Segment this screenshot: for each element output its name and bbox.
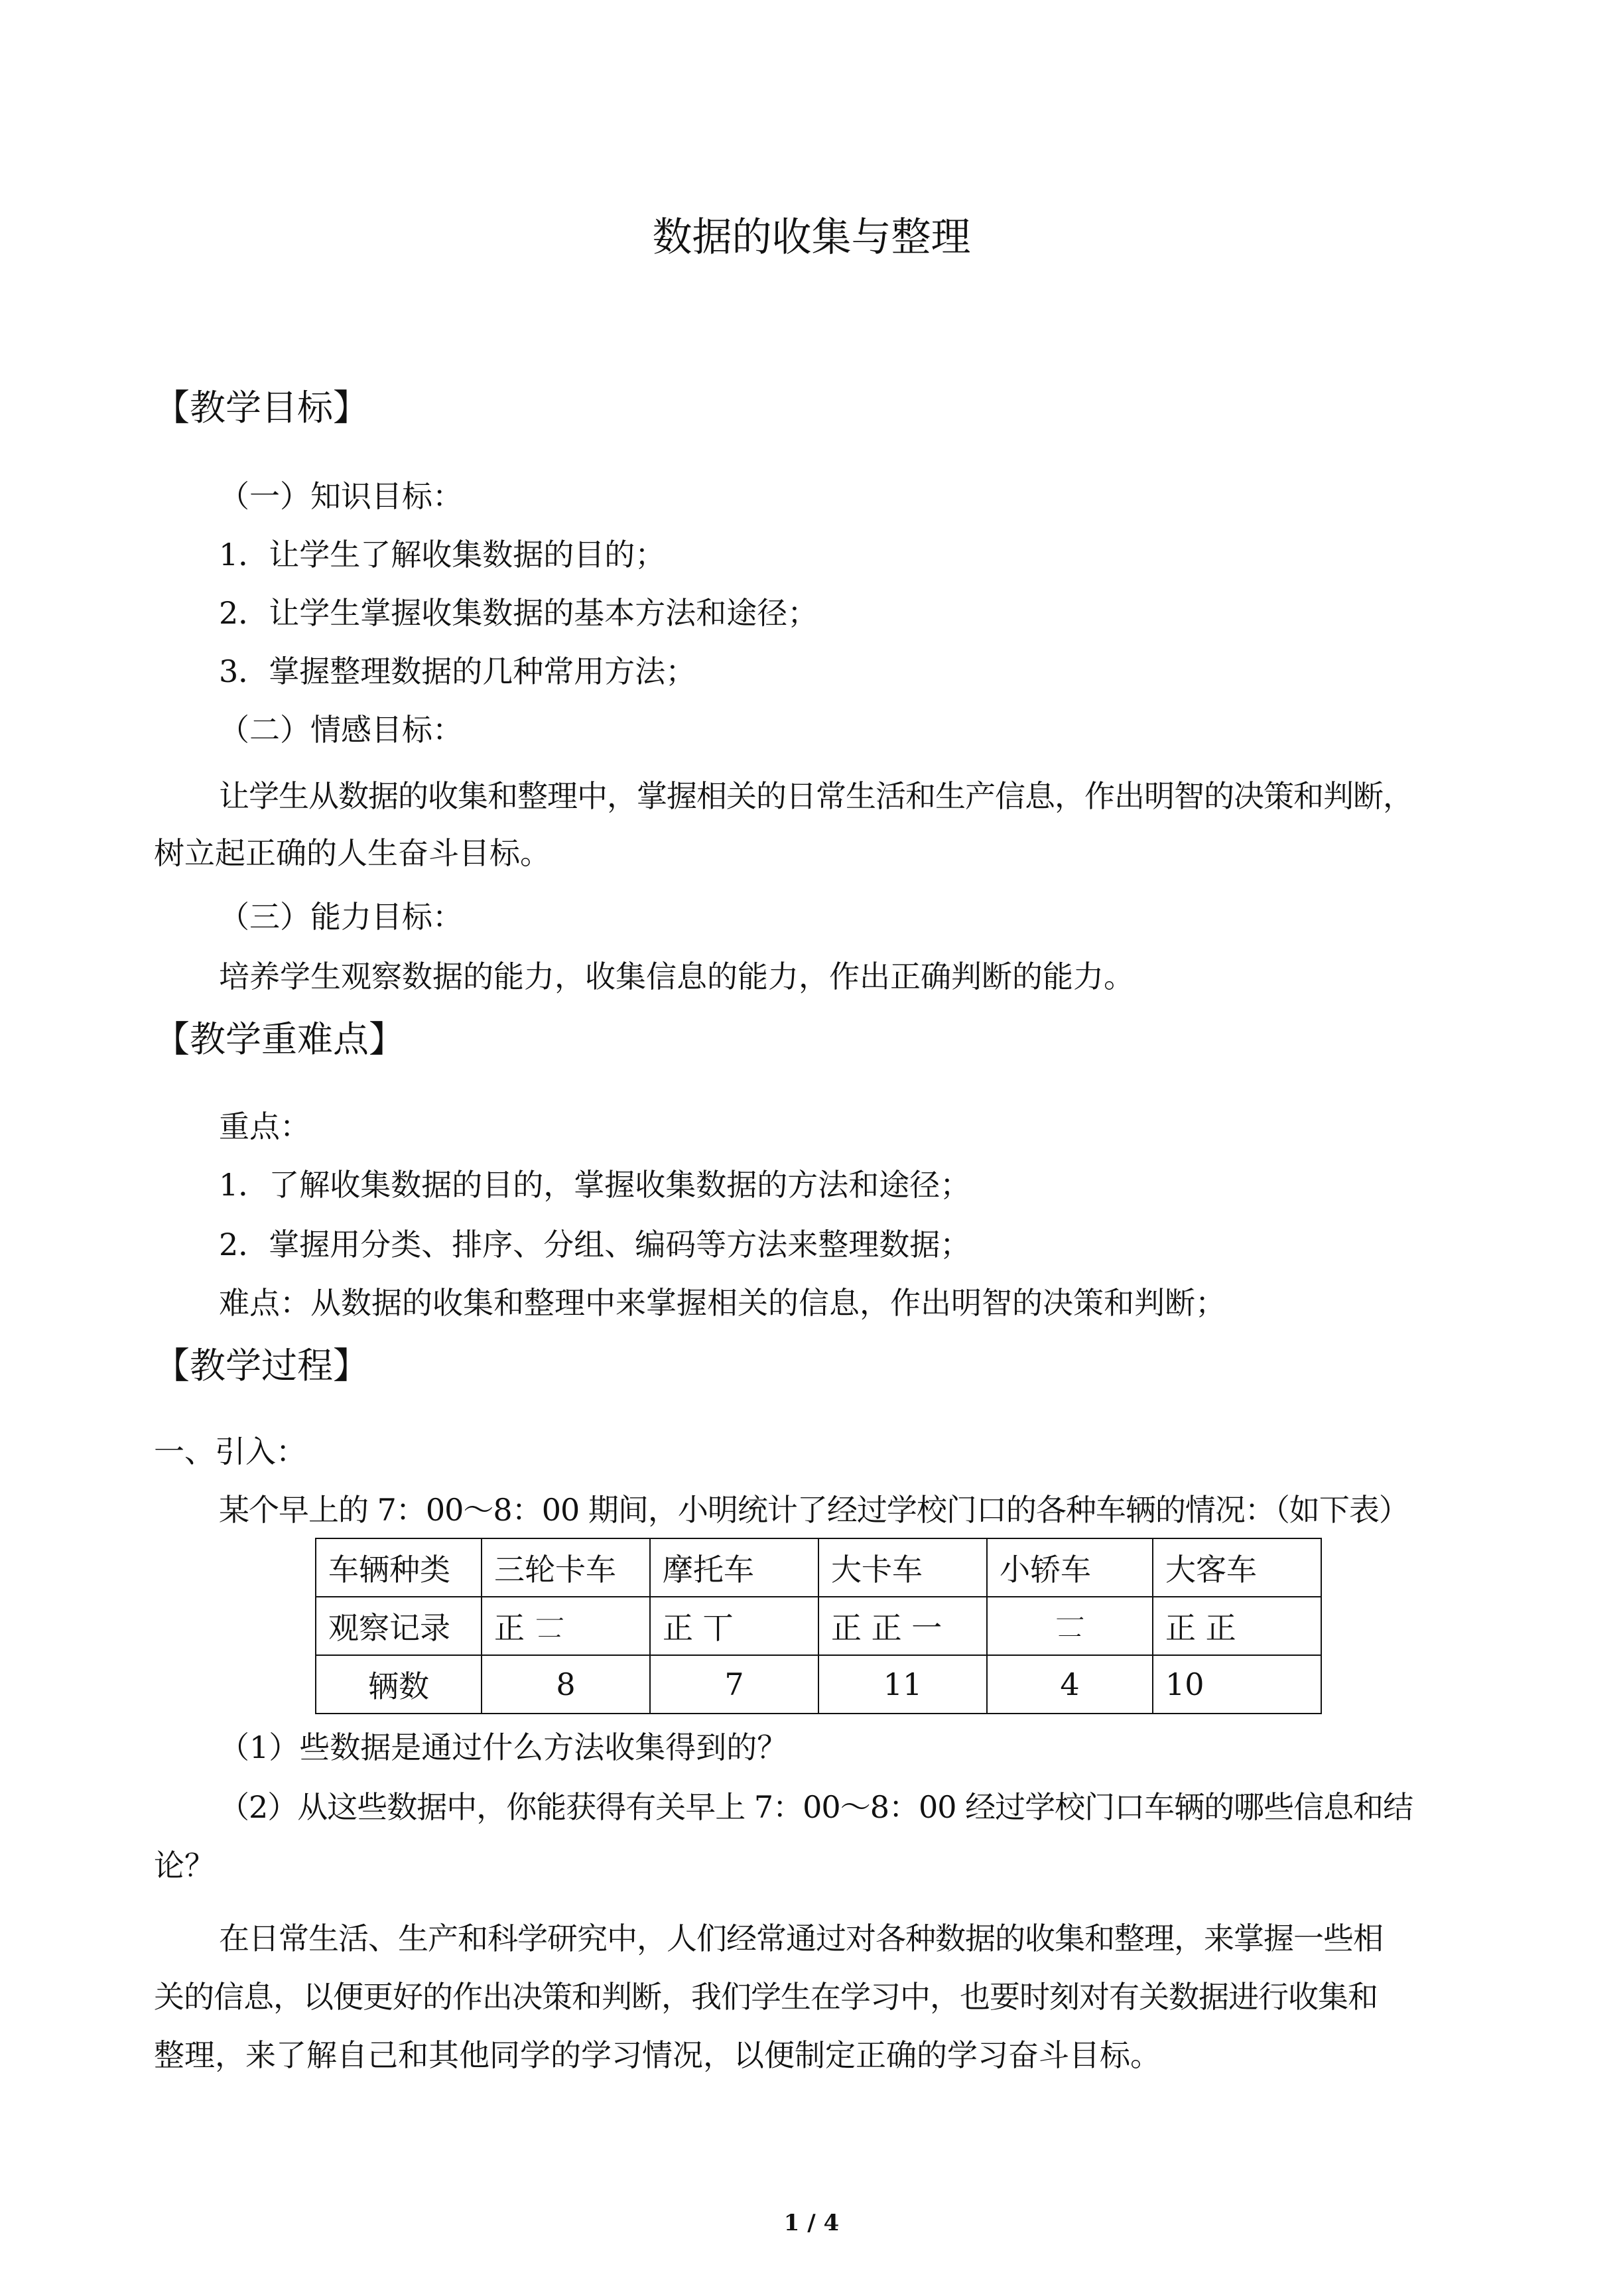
key-points-heading: 【教学重难点】 [154,1018,405,1060]
focus-item-1: 1．了解收集数据的目的，掌握收集数据的方法和途径； [219,1167,971,1203]
table-cell: 辆数 [316,1655,482,1714]
table-row [316,1538,1321,1597]
intro-label: 一、引入： [154,1434,306,1469]
paragraph-line3: 整理，来了解自己和其他同学的学习情况，以便制定正确的学习奋斗目标。 [154,2037,1161,2073]
count-cell: 4 [987,1655,1153,1714]
table-row [316,1597,1321,1655]
ability-goal-label: （三）能力目标： [219,899,463,935]
table-header-cell: 大卡车 [818,1538,987,1597]
emotion-goal-text-line2: 树立起正确的人生奋斗目标。 [154,835,551,871]
count-cell: 10 [1153,1655,1321,1714]
intro-text: 某个早上的 7：00～8：00 期间，小明统计了经过学校门口的各种车辆的情况：（如下表） [219,1492,1409,1528]
paragraph-line1: 在日常生活、生产和科学研究中，人们经常通过对各种数据的收集和整理，来掌握一些相 [219,1921,1383,1956]
knowledge-goal-label: （一）知识目标： [219,478,463,514]
paragraph-line2: 关的信息，以便更好的作出决策和判断，我们学生在学习中，也要时刻对有关数据进行收集和 [154,1979,1378,2015]
tally-cell: 正 正 一 [818,1597,987,1655]
table-header-cell: 大客车 [1153,1538,1321,1597]
count-cell: 7 [650,1655,818,1714]
knowledge-item-1: 1．让学生了解收集数据的目的； [219,537,666,573]
table-header-cell: 三轮卡车 [482,1538,650,1597]
focus-item-2: 2．掌握用分类、排序、分组、编码等方法来整理数据； [219,1227,971,1262]
tally-cell: 𠄟 [987,1597,1153,1655]
page-title: 数据的收集与整理 [652,214,971,261]
vehicle-tally-table [315,1538,1322,1714]
focus-label: 重点： [219,1109,310,1144]
table-header-cell: 小轿车 [987,1538,1153,1597]
tally-cell: 正 正 [1153,1597,1321,1655]
page-number: 1 / 4 [783,2210,840,2236]
count-cell: 8 [482,1655,650,1714]
tally-cell: 正 𠄟 [482,1597,650,1655]
table-header-cell: 摩托车 [650,1538,818,1597]
knowledge-item-2: 2．让学生掌握收集数据的基本方法和途径； [219,595,818,631]
ability-goal-text: 培养学生观察数据的能力，收集信息的能力，作出正确判断的能力。 [219,959,1134,994]
question-2-line1: （2）从这些数据中，你能获得有关早上 7：00～8：00 经过学校门口车辆的哪些信息和结 [219,1789,1413,1825]
tally-cell: 正 丅 [650,1597,818,1655]
table-cell: 观察记录 [316,1597,482,1655]
knowledge-item-3: 3．掌握整理数据的几种常用方法； [219,653,696,689]
question-2-line2: 论？ [154,1848,215,1883]
table-header-cell: 车辆种类 [316,1538,482,1597]
count-cell: 11 [818,1655,987,1714]
goals-heading: 【教学目标】 [154,387,369,429]
process-heading: 【教学过程】 [154,1345,369,1386]
question-1: （1）些数据是通过什么方法收集得到的？ [219,1729,788,1765]
difficulty-text: 难点：从数据的收集和整理中来掌握相关的信息，作出明智的决策和判断； [219,1285,1226,1321]
emotion-goal-label: （二）情感目标： [219,712,463,748]
table-row [316,1655,1321,1714]
emotion-goal-text-line1: 让学生从数据的收集和整理中，掌握相关的日常生活和生产信息，作出明智的决策和判断， [219,778,1413,814]
